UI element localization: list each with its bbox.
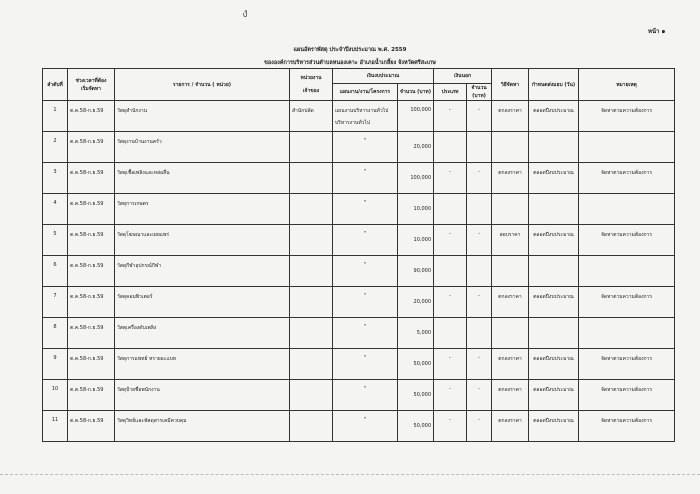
row-period: ต.ค.58-ก.ย.59 — [68, 349, 115, 380]
row-number: 2 — [43, 132, 68, 163]
row-method: ตกลงราคา — [492, 411, 529, 442]
row-item: วัสดุคอมพิวเตอร์ — [115, 287, 290, 318]
scan-edge — [0, 474, 700, 475]
row-other-amount: - — [467, 225, 492, 256]
row-owner — [290, 256, 333, 287]
row-number: 4 — [43, 194, 68, 225]
row-number: 10 — [43, 380, 68, 411]
table-row — [43, 194, 675, 225]
row-other-type: - — [434, 380, 467, 411]
row-number: 6 — [43, 256, 68, 287]
row-period: ต.ค.58-ก.ย.59 — [68, 318, 115, 349]
table-row — [43, 101, 675, 132]
row-number: 9 — [43, 349, 68, 380]
row-amount: 100,000 — [398, 163, 434, 194]
page-number: หน้า ๑ — [648, 28, 666, 35]
row-other-amount — [467, 132, 492, 163]
row-remark — [579, 194, 675, 225]
row-number: 1 — [43, 101, 68, 132]
row-number: 5 — [43, 225, 68, 256]
row-other-type — [434, 256, 467, 287]
row-other-amount — [467, 318, 492, 349]
row-plan: " — [333, 380, 398, 411]
row-amount: 10,000 — [398, 194, 434, 225]
row-other-amount: - — [467, 380, 492, 411]
row-remark: จัดหาตามความต้องการ — [579, 101, 675, 132]
header-remark: หมายเหตุ — [579, 69, 675, 101]
table-row — [43, 411, 675, 442]
row-other-amount: - — [467, 163, 492, 194]
row-plan: แผนงานบริหารงานทั่วไป บริหารงานทั่วไป — [333, 101, 398, 132]
row-plan: " — [333, 163, 398, 194]
row-owner — [290, 163, 333, 194]
row-number: 7 — [43, 287, 68, 318]
row-method — [492, 194, 529, 225]
row-deadline — [529, 256, 579, 287]
row-other-type: - — [434, 101, 467, 132]
table-row — [43, 163, 675, 194]
table-row — [43, 287, 675, 318]
row-owner — [290, 349, 333, 380]
row-method: ตกลงราคา — [492, 101, 529, 132]
header-deadline: กำหนดส่งมอบ (วัน) — [529, 69, 579, 101]
row-item: วัสดุกีฬาอุปกรณ์กีฬา — [115, 256, 290, 287]
row-period: ต.ค.58-ก.ย.59 — [68, 163, 115, 194]
row-method — [492, 318, 529, 349]
row-deadline: ตลอดปีงบประมาณ — [529, 163, 579, 194]
row-other-type: - — [434, 349, 467, 380]
header-period: ช่วงเวลาที่ต้อง เริ่มจัดหา — [68, 69, 115, 101]
table-row — [43, 380, 675, 411]
row-item: วัสดุการเกษตร — [115, 194, 290, 225]
row-deadline: ตลอดปีงบประมาณ — [529, 101, 579, 132]
row-remark: จัดหาตามความต้องการ — [579, 349, 675, 380]
row-item: วัสดุเชื้อเพลิงและหล่อลื่น — [115, 163, 290, 194]
row-amount: 100,000 — [398, 101, 434, 132]
row-remark: จัดหาตามความต้องการ — [579, 163, 675, 194]
header-other-amount: จำนวน (บาท) — [467, 84, 492, 101]
header-amount: จำนวน (บาท) — [398, 84, 434, 101]
row-item: วัสดุงานบ้านงานครัว — [115, 132, 290, 163]
row-other-type: - — [434, 287, 467, 318]
row-item: วัสดุป้ายชื่อพนักงาน — [115, 380, 290, 411]
row-other-type: - — [434, 225, 467, 256]
row-item: วัสดุวิทย์และพัสดุสารเคมีควบคุม — [115, 411, 290, 442]
row-number: 3 — [43, 163, 68, 194]
row-plan: " — [333, 225, 398, 256]
row-owner — [290, 287, 333, 318]
row-item: วัสดุโฆษณาและเผยแพร่ — [115, 225, 290, 256]
header-plan: แผนงาน/งาน/โครงการ — [333, 84, 398, 101]
row-other-amount — [467, 256, 492, 287]
row-amount: 50,000 — [398, 349, 434, 380]
row-plan: " — [333, 194, 398, 225]
row-deadline: ตลอดปีงบประมาณ — [529, 380, 579, 411]
row-method: สอบราคา — [492, 225, 529, 256]
row-number: 11 — [43, 411, 68, 442]
row-other-type: - — [434, 411, 467, 442]
row-owner — [290, 318, 333, 349]
row-plan: " — [333, 349, 398, 380]
row-remark — [579, 256, 675, 287]
row-owner — [290, 380, 333, 411]
row-other-amount: - — [467, 287, 492, 318]
document-title: แผนอัตราพัสดุ ประจำปีงบประมาณ พ.ศ. 2559 — [293, 47, 407, 53]
row-owner — [290, 411, 333, 442]
header-other-type: ประเภท — [434, 84, 467, 101]
row-other-type — [434, 132, 467, 163]
row-amount: 50,000 — [398, 380, 434, 411]
header-other-funds: เงินนอก — [434, 69, 492, 84]
header-item: รายการ / จำนวน ( หน่วย) — [115, 69, 290, 101]
row-other-type: - — [434, 163, 467, 194]
row-other-amount: - — [467, 101, 492, 132]
row-other-amount: - — [467, 349, 492, 380]
header-no: ลำดับที่ — [43, 69, 68, 101]
row-period: ต.ค.58-ก.ย.59 — [68, 225, 115, 256]
row-owner — [290, 194, 333, 225]
row-remark: จัดหาตามความต้องการ — [579, 225, 675, 256]
row-other-amount: - — [467, 411, 492, 442]
row-other-type — [434, 194, 467, 225]
row-remark: จัดหาตามความต้องการ — [579, 380, 675, 411]
row-method: ตกลงราคา — [492, 380, 529, 411]
row-method: ตกลงราคา — [492, 287, 529, 318]
row-period: ต.ค.58-ก.ย.59 — [68, 287, 115, 318]
row-plan: " — [333, 132, 398, 163]
row-amount: 10,000 — [398, 225, 434, 256]
row-item: วัสดุเครื่องดับเพลิง — [115, 318, 290, 349]
row-deadline — [529, 132, 579, 163]
row-period: ต.ค.58-ก.ย.59 — [68, 411, 115, 442]
row-deadline: ตลอดปีงบประมาณ — [529, 411, 579, 442]
row-owner — [290, 225, 333, 256]
row-plan: " — [333, 318, 398, 349]
row-deadline: ตลอดปีงบประมาณ — [529, 225, 579, 256]
row-remark: จัดหาตามความต้องการ — [579, 411, 675, 442]
row-amount: 50,000 — [398, 411, 434, 442]
row-plan: " — [333, 411, 398, 442]
row-plan: " — [333, 256, 398, 287]
table-row — [43, 225, 675, 256]
row-deadline — [529, 194, 579, 225]
row-method — [492, 256, 529, 287]
row-deadline — [529, 318, 579, 349]
table-row — [43, 132, 675, 163]
row-owner: สำนักปลัด — [290, 101, 333, 132]
row-remark — [579, 318, 675, 349]
row-other-type — [434, 318, 467, 349]
row-owner — [290, 132, 333, 163]
row-remark — [579, 132, 675, 163]
row-method: ตกลงราคา — [492, 349, 529, 380]
row-plan: " — [333, 287, 398, 318]
document-subtitle: ขององค์การบริหารส่วนตำบลหนองเคาะ อำเภอน้ำเกลี้ยง จังหวัดศรีสะเกษ — [264, 60, 436, 66]
row-number: 8 — [43, 318, 68, 349]
row-amount: 20,000 — [398, 132, 434, 163]
row-remark: จัดหาตามความต้องการ — [579, 287, 675, 318]
table-row — [43, 318, 675, 349]
row-period: ต.ค.58-ก.ย.59 — [68, 132, 115, 163]
row-amount: 20,000 — [398, 287, 434, 318]
row-period: ต.ค.58-ก.ย.59 — [68, 256, 115, 287]
row-method: ตกลงราคา — [492, 163, 529, 194]
row-period: ต.ค.58-ก.ย.59 — [68, 101, 115, 132]
table-row — [43, 256, 675, 287]
header-owner: หน่วยงาน เจ้าของ — [290, 69, 333, 101]
row-deadline: ตลอดปีงบประมาณ — [529, 349, 579, 380]
stamp-mark: ง — [242, 6, 248, 20]
row-item: วัสดุสำนักงาน — [115, 101, 290, 132]
row-method — [492, 132, 529, 163]
row-amount: 5,000 — [398, 318, 434, 349]
row-period: ต.ค.58-ก.ย.59 — [68, 380, 115, 411]
row-item: วัสดุการแพทย์ หรายอะแบท — [115, 349, 290, 380]
row-amount: 90,000 — [398, 256, 434, 287]
row-deadline: ตลอดปีงบประมาณ — [529, 287, 579, 318]
header-method: วิธีจัดหา — [492, 69, 529, 101]
row-period: ต.ค.58-ก.ย.59 — [68, 194, 115, 225]
header-budget: เงินงบประมาณ — [333, 69, 434, 84]
table-row — [43, 349, 675, 380]
row-other-amount — [467, 194, 492, 225]
procurement-plan-table — [42, 68, 675, 442]
